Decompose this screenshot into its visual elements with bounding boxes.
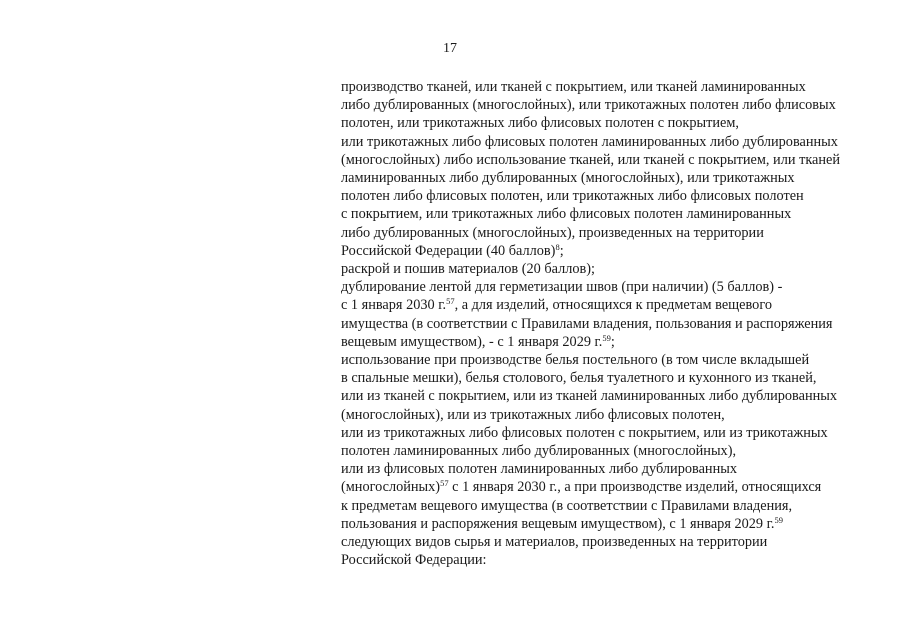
text-line	[341, 351, 881, 369]
footnote-marker: 59	[774, 514, 783, 525]
text-segment: , а для изделий, относящихся к предметам вещевого	[454, 297, 772, 314]
text-segment: дублирование лентой для герметизации швов (при наличии) (5 баллов) -	[341, 279, 783, 296]
text-line	[341, 387, 881, 405]
text-segment: раскрой и пошив материалов (20 баллов);	[341, 261, 595, 278]
text-line	[341, 133, 881, 151]
text-segment: вещевым имуществом), - с 1 января 2029 г.	[341, 333, 603, 350]
text-line	[341, 460, 881, 478]
text-line	[341, 478, 881, 496]
text-segment: с покрытием, или трикотажных либо флисовых полотен ламинированных	[341, 206, 792, 223]
text-line	[341, 424, 881, 442]
text-segment: (многослойных) либо использование тканей, или тканей с покрытием, или тканей	[341, 151, 841, 168]
text-line	[341, 551, 881, 569]
text-segment: пользования и распоряжения вещевым имуществом), с 1 января 2029 г.	[341, 515, 775, 532]
text-segment: или из тканей с покрытием, или из тканей ламинированных либо дублированных	[341, 388, 838, 405]
text-line	[341, 333, 881, 351]
text-segment: в спальные мешки), белья столового, белья туалетного и кухонного из тканей,	[341, 370, 817, 387]
text-line	[341, 442, 881, 460]
text-line	[341, 169, 881, 187]
text-segment: с 1 января 2030 г.	[341, 297, 447, 314]
text-line	[341, 278, 881, 296]
text-segment: ламинированных либо дублированных (многослойных), или трикотажных	[341, 170, 795, 187]
text-line	[341, 497, 881, 515]
text-segment: использование при производстве белья постельного (в том числе вкладышей	[341, 352, 810, 369]
page-number: 17	[443, 41, 457, 56]
text-line	[341, 96, 881, 114]
text-segment: ;	[610, 333, 615, 350]
text-line	[341, 187, 881, 205]
footnote-marker: 59	[602, 332, 611, 343]
text-segment: или трикотажных либо флисовых полотен ламинированных либо дублированных	[341, 133, 838, 150]
text-segment: с 1 января 2030 г., а при производстве изделий, относящихся	[448, 479, 822, 496]
text-line	[341, 78, 881, 96]
text-line	[341, 369, 881, 387]
text-line	[341, 315, 881, 333]
text-line	[341, 296, 881, 314]
text-segment: либо дублированных (многослойных), произведенных на территории	[341, 224, 764, 241]
text-line	[341, 205, 881, 223]
text-line	[341, 515, 881, 533]
text-segment: или из флисовых полотен ламинированных либо дублированных	[341, 461, 737, 478]
text-segment: полотен ламинированных либо дублированных (многослойных),	[341, 443, 737, 460]
footnote-marker: 57	[440, 478, 449, 489]
text-line	[341, 260, 881, 278]
text-segment: производство тканей, или тканей с покрытием, или тканей ламинированных	[341, 79, 806, 95]
text-segment: полотен, или трикотажных либо флисовых полотен с покрытием,	[341, 115, 739, 132]
text-line	[341, 151, 881, 169]
document-body	[341, 78, 881, 569]
text-segment: (многослойных)	[341, 479, 441, 496]
footnote-marker: 8	[555, 241, 560, 252]
text-line	[341, 224, 881, 242]
text-segment: либо дублированных (многослойных), или трикотажных полотен либо флисовых	[341, 97, 836, 114]
text-segment: (многослойных), или из трикотажных либо флисовых полотен,	[341, 406, 725, 423]
text-line	[341, 242, 881, 260]
text-line	[341, 406, 881, 424]
text-segment: полотен либо флисовых полотен, или трикотажных либо флисовых полотен	[341, 188, 804, 205]
text-segment: следующих видов сырья и материалов, произведенных на территории	[341, 534, 768, 551]
text-segment: имущества (в соответствии с Правилами владения, пользования и распоряжения	[341, 315, 833, 332]
footnote-marker: 57	[446, 296, 455, 307]
text-line	[341, 114, 881, 132]
text-segment: или из трикотажных либо флисовых полотен с покрытием, или из трикотажных	[341, 424, 828, 441]
text-segment: Российской Федерации (40 баллов)	[341, 242, 556, 259]
text-segment: к предметам вещевого имущества (в соответствии с Правилами владения,	[341, 497, 793, 514]
text-line	[341, 533, 881, 551]
text-segment: Российской Федерации:	[341, 552, 487, 569]
text-segment: ;	[559, 242, 564, 259]
